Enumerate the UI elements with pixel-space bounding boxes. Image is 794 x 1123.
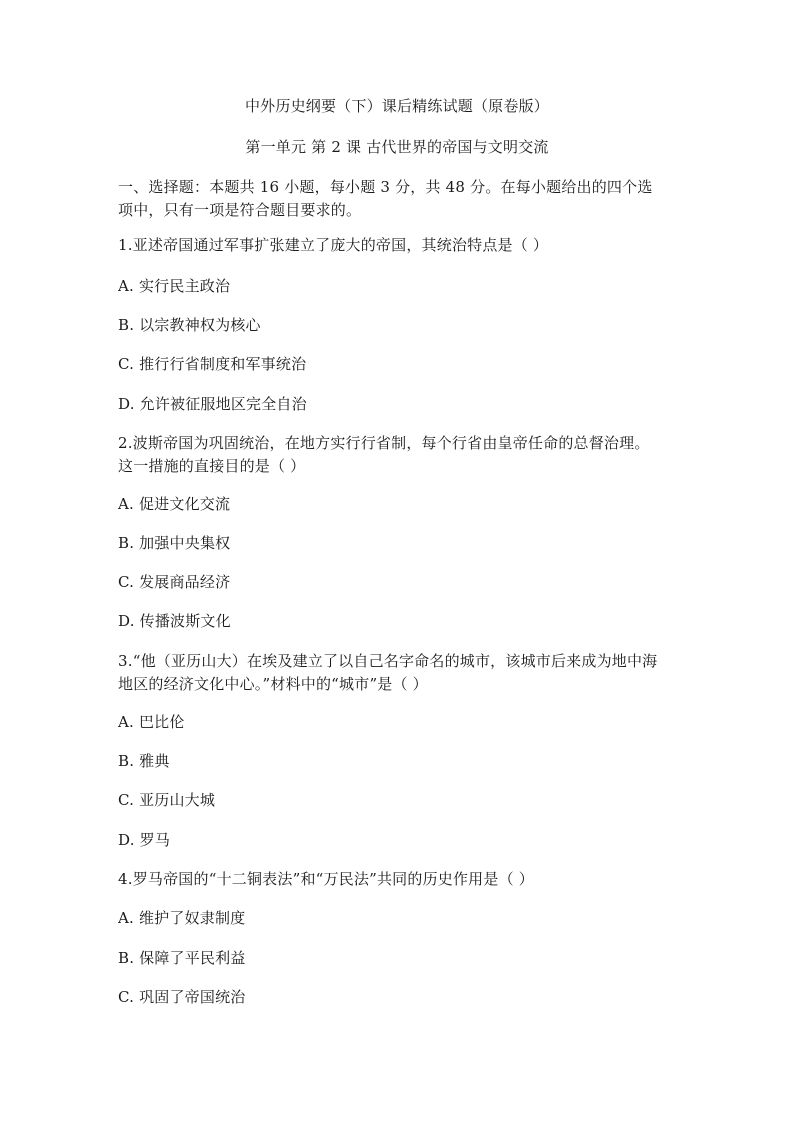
question-option: C. 亚历山大城 [118,791,216,809]
document-title: 中外历史纲要（下）课后精练试题（原卷版） [244,97,549,115]
document-subtitle: 第一单元 第 2 课 古代世界的帝国与文明交流 [245,138,549,156]
question-option: C. 推行行省制度和军事统治 [118,355,307,373]
question-option: C. 巩固了帝国统治 [118,988,246,1006]
question-option: A. 实行民主政治 [118,277,231,295]
question-stem: 4.罗马帝国的“十二铜表法”和“万民法”共同的历史作用是（ ） [118,870,534,888]
question-option: D. 传播波斯文化 [118,612,231,630]
question-option: D. 罗马 [118,831,171,849]
question-option: A. 巴比伦 [118,713,185,731]
question-option: A. 维护了奴隶制度 [118,909,246,927]
question-option: B. 保障了平民利益 [118,949,246,967]
question-option: C. 发展商品经济 [118,573,231,591]
question-stem: 1.亚述帝国通过军事扩张建立了庞大的帝国，其统治特点是（ ） [118,236,549,254]
question-option: D. 允许被征服地区完全自治 [118,395,307,413]
question-stem: 2.波斯帝国为巩固统治，在地方实行行省制，每个行省由皇帝任命的总督治理。这一措施的直接目的是（ ） [118,434,650,475]
question-option: A. 促进文化交流 [118,495,231,513]
question-stem: 3.“他（亚历山大）在埃及建立了以自己名字命名的城市，该城市后来成为地中海地区的经济文化中心。”材料中的“城市”是（ ） [118,652,658,693]
section-instructions: 一、选择题：本题共 16 小题，每小题 3 分，共 48 分。在每小题给出的四个选项中，只有一项是符合题目要求的。 [118,178,653,219]
question-option: B. 加强中央集权 [118,534,231,552]
question-option: B. 雅典 [118,752,170,770]
question-option: B. 以宗教神权为核心 [118,316,261,334]
